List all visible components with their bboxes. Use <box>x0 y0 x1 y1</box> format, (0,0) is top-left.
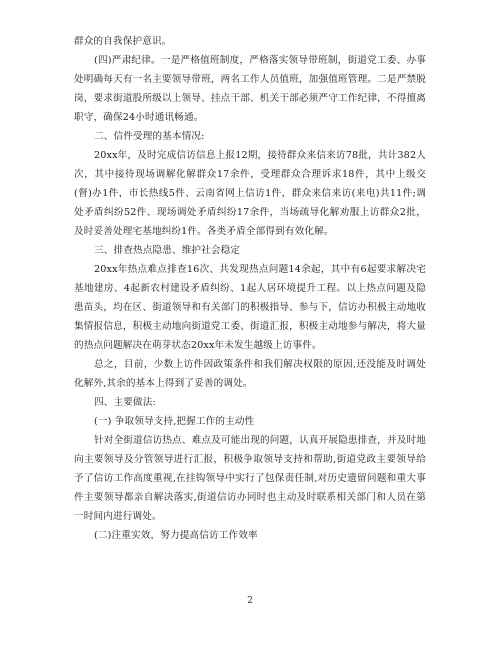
paragraph-5: 20xx年热点难点排查16次、共发现热点问题14余起，其中有6起要求解决宅基地建房、4起新农村建设矛盾纠纷、1起人居环境提升工程。以上热点问题及隐患苗头，均在区、街道领导和有关部门的积极指导、参与下，信访办积极主动地收集情报信息，积极主动地向街道党工委、街道汇报，积极主动地参与解决，将大量的热点问题解决在萌芽状态20xx年未发生越级上访事件。 <box>74 264 426 351</box>
paragraph-6: 总之，目前，少数上访件因政策条件和我们解决权限的原因,还没能及时调处化解外,其余的基本上得到了妥善的调处。 <box>74 359 426 389</box>
paragraph-1: (四)严肃纪律。一是严格值班制度，严格落实领导带班制，街道党工委、办事处明确每天有一名主要领导带班，两名工作人员值班，加强值班管理。二是严禁脱岗，要求街道股所级以上领导、挂点干部、机关干部必须严守工作纪律，不得擅离职守，确保24小时通讯畅通。 <box>74 55 426 123</box>
subsection-heading-2: (二)注重实效，努力提高信访工作效率 <box>94 530 258 541</box>
section-heading-3: 三、排查热点隐患、维护社会稳定 <box>94 245 241 256</box>
paragraph-9: 针对全街道信访热点、难点及可能出现的问题，认真开展隐患排查，并及时地向主要领导及分管领导进行汇报，积极争取领导支持和帮助,街道党政主要领导给予了信访工作高度重视,在挂钩领导中实行了包保责任制,对历史遗留问题和重大事件主要领导都亲自解决落实,街道信访办同时也主动及时联系相关部门和人员在第一时间内进行调处。 <box>74 435 426 522</box>
paragraph-0: 群众的自我保护意识。 <box>74 36 172 47</box>
subsection-heading-1: (一) 争取领导支持,把握工作的主动性 <box>94 416 255 427</box>
section-heading-4: 四、主要做法: <box>94 397 156 408</box>
document-body <box>74 32 426 545</box>
paragraph-3: 20xx年，及时完成信访信息上报12期，接待群众来信来访78批，共计382人次，其中接待现场调解化解群众17余件，受理群众合理诉求18件，其中上级交(督)办1件，市长热线5件、云南省网上信访1件，群众来信来访(来电)共11件;调处矛盾纠纷52件、现场调处矛盾纠纷17余件，当场疏导化解劝服上访群众2批，及时妥善处理宅基地纠纷1件。各类矛盾全部得到有效化解。 <box>74 150 426 237</box>
section-heading-2: 二、信件受理的基本情况: <box>94 131 205 142</box>
page-number: 2 <box>247 596 253 606</box>
